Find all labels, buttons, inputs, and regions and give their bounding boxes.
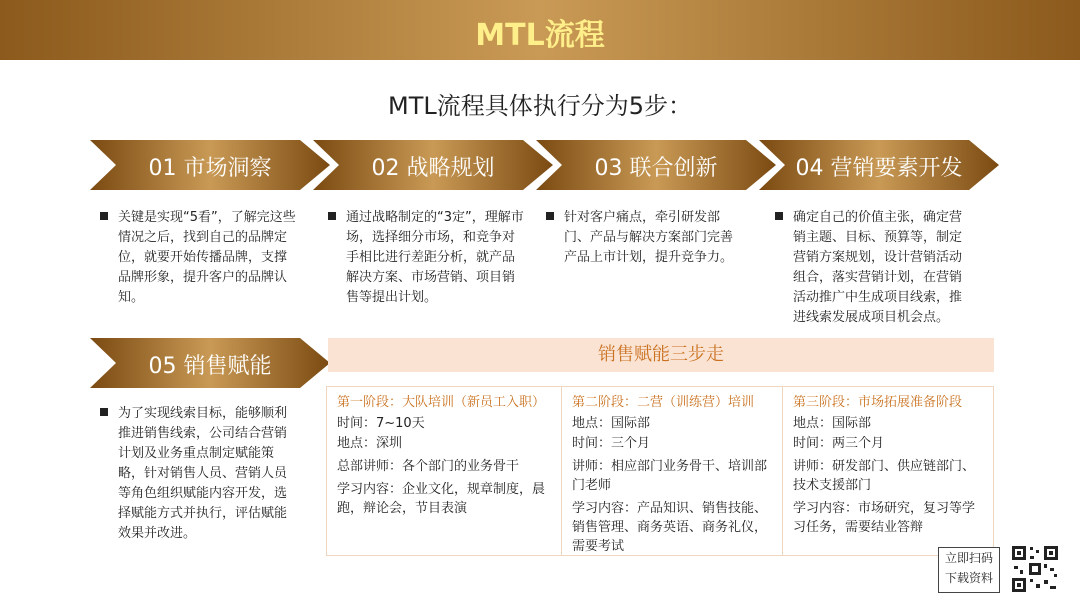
stage-2-line: 学习内容：产品知识、销售技能、销售管理、商务英语、商务礼仪，需要考试 <box>572 501 768 554</box>
stage-3-line: 地点：国际部 <box>793 416 872 431</box>
step-1-description: 关键是实现“5看”，了解完这些情况之后，找到自己的品牌定位，就要开始传播品牌，支撑品牌形象，提升客户的品牌认知。 <box>100 208 296 308</box>
stage-2-heading: 第二阶段：二营（训练营）培训 <box>572 395 755 410</box>
step-2-description: 通过战略制定的“3定”，理解市场，选择细分市场，和竞争对手相比进行差距分析，就产品解决方案、市场营销、项目销售等提出计划。 <box>328 208 524 308</box>
stage-1-line: 学习内容：企业文化，规章制度，晨跑，辩论会，节目表演 <box>337 482 546 516</box>
stage-3-heading: 第三阶段：市场拓展准备阶段 <box>793 395 963 410</box>
bullet-square <box>546 212 554 220</box>
page-title: MTL流程 <box>475 18 605 53</box>
step-3-arrow <box>536 140 776 190</box>
qr-code-icon[interactable] <box>1010 544 1060 594</box>
stage-1-line: 地点：深圳 <box>337 436 403 451</box>
step-2-arrow <box>313 140 553 190</box>
step-4-arrow <box>759 140 999 190</box>
bullet-square <box>100 408 108 416</box>
stage-1-line: 总部讲师：各个部门的业务骨干 <box>337 459 520 474</box>
stage-3-line: 讲师：研发部门、供应链部门、技术支援部门 <box>793 459 976 493</box>
stage-3-line: 时间：两三个月 <box>793 436 885 451</box>
enablement-banner: 销售赋能三步走 <box>328 338 994 372</box>
bullet-square <box>328 212 336 220</box>
step-4-description: 确定自己的价值主张，确定营销主题、目标、预算等，制定营销方案规划，设计营销活动组合，落实营销计划，在营销活动推广中生成项目线索，推进线索发展成项目机会点。 <box>775 208 971 328</box>
qr-caption[interactable] <box>938 547 1000 593</box>
step-5-label: 05 销售赋能 <box>148 354 272 379</box>
bullet-square <box>775 212 783 220</box>
stage-3-line: 学习内容：市场研究，复习等学习任务，需要结业答辩 <box>793 501 976 535</box>
step-3-label: 03 联合创新 <box>594 156 718 181</box>
stage-1-line: 时间：7~10天 <box>337 416 425 431</box>
step-5-arrow <box>90 338 330 388</box>
step-1-arrow <box>90 140 330 190</box>
subtitle: MTL流程具体执行分为5步： <box>387 92 692 120</box>
stage-2-line: 讲师：相应部门业务骨干、培训部门老师 <box>572 459 768 493</box>
qr-caption-line1: 立即扫码 <box>944 551 993 565</box>
stage-2-line: 时间：三个月 <box>572 436 651 451</box>
qr-caption-line2: 下载资料 <box>944 571 993 585</box>
step-1-label: 01 市场洞察 <box>148 156 272 181</box>
stage-3-box <box>782 386 994 556</box>
step-5-description: 为了实现线索目标，能够顺利推进销售线索，公司结合营销计划及业务重点制定赋能策略，针对销售人员、营销人员等角色组织赋能内容开发，选择赋能方式并执行，评估赋能效果并改进。 <box>100 404 296 544</box>
stage-1-box <box>326 386 562 556</box>
stage-2-box <box>561 386 783 556</box>
step-4-label: 04 营销要素开发 <box>795 156 963 181</box>
stage-1-heading: 第一阶段：大队培训（新员工入职） <box>337 395 546 410</box>
bullet-square <box>100 212 108 220</box>
title-bar <box>0 0 1080 60</box>
step-3-description: 针对客户痛点，牵引研发部门、产品与解决方案部门完善产品上市计划，提升竞争力。 <box>546 208 742 268</box>
stage-2-line: 地点：国际部 <box>572 416 651 431</box>
step-2-label: 02 战略规划 <box>371 156 495 181</box>
